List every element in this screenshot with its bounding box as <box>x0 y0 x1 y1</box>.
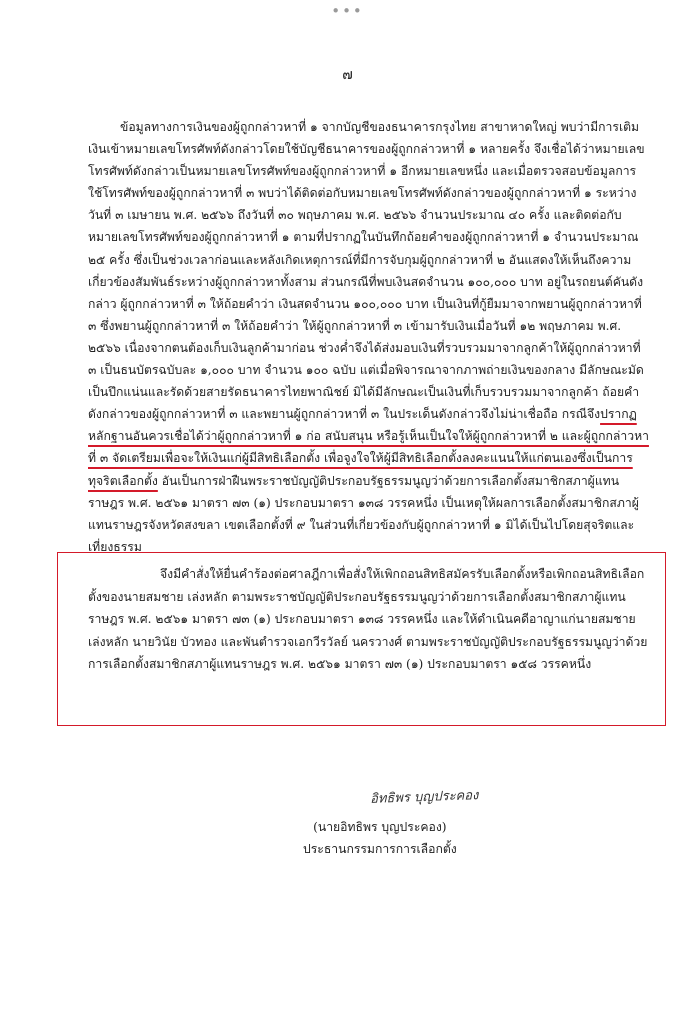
signer-name: (นายอิทธิพร บุญประคอง) <box>313 820 447 834</box>
order-text: จึงมีคำสั่งให้ยื่นคำร้องต่อศาลฎีกาเพื่อสั่งให้เพิกถอนสิทธิสมัครรับเลือกตั้งหรือเพิกถอนสิทธิเลือกตั้งของนายสมชาย เล่งหลัก ตามพระราชบัญญัติประกอบรัฐธรรมนูญว่าด้วยการเลือกตั้งสมาชิกสภาผู้แทนราษฎร พ.ศ. ๒๕๖๑ มาตรา ๗๓ (๑) ประกอบมาตรา ๑๓๘ วรรคหนึ่ง และให้ดำเนินคดีอาญาแก่นายสมชาย เล่งหลัก นายวินัย บัวทอง และพันตำรวจเอกวีรวัลย์ นครวางศ์ ตามพระราชบัญญัติประกอบรัฐธรรมนูญว่าด้วยการเลือกตั้งสมาชิกสภาผู้แทนราษฎร พ.ศ. ๒๕๖๑ มาตรา ๗๓ (๑) ประกอบมาตรา ๑๕๘ วรรคหนึ่ง <box>88 567 648 671</box>
page-number: ๗ <box>342 67 353 83</box>
order-paragraph <box>88 563 650 676</box>
signer-block <box>303 816 457 860</box>
underlined-finding: ปรากฏหลักฐานอันควรเชื่อได้ว่าผู้ถูกกล่าวหาที่ ๑ ก่อ สนับสนุน หรือรู้เห็นเป็นใจให้ผู้ถูกกล่าวหาที่ ๒ และผู้ถูกกล่าวหาที่ ๓ จัดเตรียมเพื่อจะให้เงินแก่ผู้มีสิทธิเลือกตั้ง เพื่อจูงใจให้ผู้มีสิทธิเลือกตั้งลงคะแนนให้แก่ตนเองซึ่งเป็นการทุจริตเลือกตั้ง <box>88 407 649 488</box>
body-text-part-1: ข้อมูลทางการเงินของผู้ถูกกล่าวหาที่ ๑ จากบัญชีของธนาคารกรุงไทย สาขาหาดใหญ่ พบว่ามีการเติมเงินเข้าหมายเลขโทรศัพท์ดังกล่าวโดยใช้บัญชีธนาคารของผู้ถูกกล่าวหาที่ ๑ หลายครั้ง จึงเชื่อได้ว่าหมายเลขโทรศัพท์ดังกล่าวเป็นหมายเลขโทรศัพท์ของผู้ถูกกล่าวหาที่ ๑ อีกหมายเลขหนึ่ง และเมื่อตรวจสอบข้อมูลการใช้โทรศัพท์ของผู้ถูกกล่าวหาที่ ๓ พบว่าได้ติดต่อกับหมายเลขโทรศัพท์ดังกล่าวของผู้ถูกกล่าวหาที่ ๑ ระหว่างวันที่ ๓ เมษายน พ.ศ. ๒๕๖๖ ถึงวันที่ ๓๐ พฤษภาคม พ.ศ. ๒๕๖๖ จำนวนประมาณ ๔๐ ครั้ง และติดต่อกับหมายเลขโทรศัพท์ของผู้ถูกกล่าวหาที่ ๑ ตามที่ปรากฏในบันทึกถ้อยคำของผู้ถูกกล่าวหาที่ ๑ จำนวนประมาณ ๒๕ ครั้ง ซึ่งเป็นช่วงเวลาก่อนและหลังเกิดเหตุการณ์ที่มีการจับกุมผู้ถูกกล่าวหาที่ ๒ อันแสดงให้เห็นถึงความเกี่ยวข้องสัมพันธ์ระหว่างผู้ถูกกล่าวหาทั้งสาม ส่วนกรณีที่พบเงินสดจำนวน ๑๐๐,๐๐๐ บาท อยู่ในรถยนต์คันดังกล่าว ผู้ถูกกล่าวหาที่ ๓ ให้ถ้อยคำว่า เงินสดจำนวน ๑๐๐,๐๐๐ บาท เป็นเงินที่กู้ยืมมาจากพยานผู้ถูกกล่าวหาที่ ๓ ซึ่งพยานผู้ถูกกล่าวหาที่ ๓ ให้ถ้อยคำว่า ให้ผู้ถูกกล่าวหาที่ ๓ เข้ามารับเงินเมื่อวันที่ ๑๒ พฤษภาคม พ.ศ. ๒๕๖๖ เนื่องจากตนต้องเก็บเงินลูกค้ามาก่อน ช่วงค่ำจึงได้ส่งมอบเงินที่รวบรวมมาจากลูกค้าให้ผู้ถูกกล่าวหาที่ ๓ เป็นธนบัตรฉบับละ ๑,๐๐๐ บาท จำนวน ๑๐๐ ฉบับ แต่เมื่อพิจารณาจากภาพถ่ายเงินของกลาง มีลักษณะมัดเป็นปึกแน่นและรัดด้วยสายรัดธนาคารไทยพาณิชย์ มิได้มีลักษณะเป็นเงินที่เก็บรวบรวมมาจากลูกค้า ถ้อยคำดังกล่าวของผู้ถูกกล่าวหาที่ ๓ และพยานผู้ถูกกล่าวหาที่ ๓ ในประเด็นดังกล่าวจึงไม่น่าเชื่อถือ กรณีจึง <box>88 120 645 422</box>
body-text-part-2: อันเป็นการฝ่าฝืนพระราชบัญญัติประกอบรัฐธรรมนูญว่าด้วยการเลือกตั้งสมาชิกสภาผู้แทนราษฎร พ.ศ. ๒๕๖๑ มาตรา ๗๓ (๑) ประกอบมาตรา ๑๓๘ วรรคหนึ่ง เป็นเหตุให้ผลการเลือกตั้งสมาชิกสภาผู้แทนราษฎรจังหวัดสงขลา เขตเลือกตั้งที่ ๙ ในส่วนที่เกี่ยวข้องกับผู้ถูกกล่าวหาที่ ๑ มิได้เป็นไปโดยสุจริตและเที่ยงธรรม <box>88 473 639 554</box>
top-dots-indicator: ••• <box>331 2 364 20</box>
handwritten-signature: อิทธิพร บุญประคอง <box>369 788 479 807</box>
signer-title: ประธานกรรมการการเลือกตั้ง <box>303 842 457 856</box>
body-paragraph <box>88 116 650 558</box>
